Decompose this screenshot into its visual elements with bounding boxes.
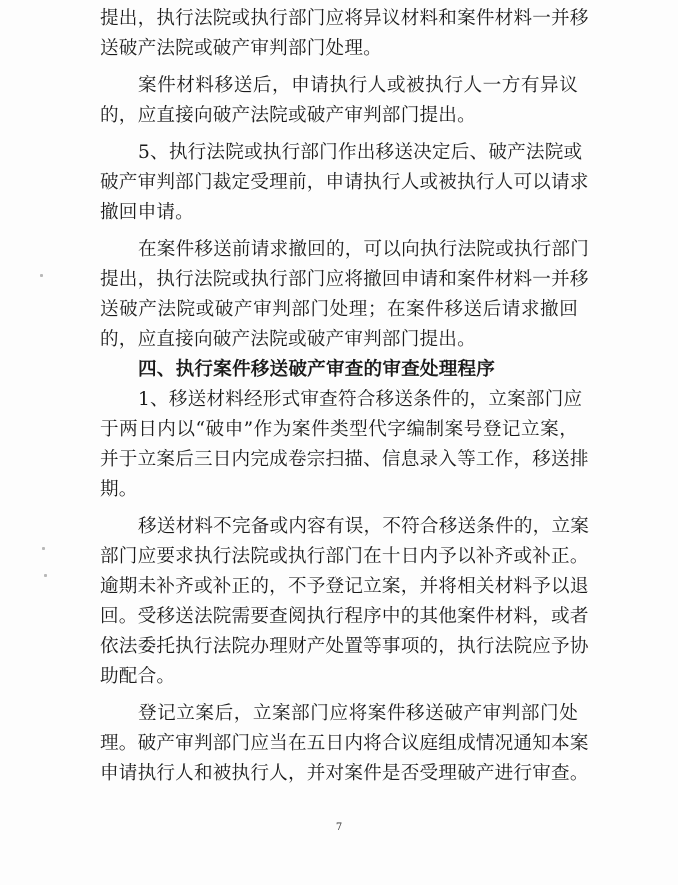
text-line: 案件材料移送后，申请执行人或被执行人一方有异议 [138,75,578,96]
text-line: 的，应直接向破产法院或破产审判部门提出。 [100,329,476,350]
text-line: 5、执行法院或执行部门作出移送决定后、破产法院或 [138,142,583,163]
text-line: 部门应要求执行法院或执行部门在十日内予以补齐或补正。 [100,546,589,567]
text-line: 送破产法院或破产审判部门处理；在案件移送后请求撤回 [100,299,578,320]
text-line: 助配合。 [100,666,176,687]
text-line: 登记立案后，立案部门应将案件移送破产审判部门处 [138,703,578,724]
text-line: 申请执行人和被执行人，并对案件是否受理破产进行审查。 [100,763,589,784]
text-line: 提出，执行法院或执行部门应将撤回申请和案件材料一并移 [100,269,589,290]
text-line: 于两日内以“破申”作为案件类型代字编制案号登记立案， [100,419,578,440]
text-line: 移送材料不完备或内容有误，不符合移送条件的，立案 [138,516,590,537]
section-heading: 四、执行案件移送破产审查的审查处理程序 [138,359,496,380]
text-line: 理。破产审判部门应当在五日内将合议庭组成情况通知本案 [100,733,589,754]
text-line: 送破产法院或破产审判部门处理。 [100,38,382,59]
text-line: 在案件移送前请求撤回的，可以向执行法院或执行部门 [138,239,590,260]
text-line: 逾期未补齐或补正的，不予登记立案，并将相关材料予以退 [100,576,589,597]
page-number: 7 [335,822,343,833]
text-line: 的，应直接向破产法院或破产审判部门提出。 [100,105,476,126]
text-line: 破产审判部门裁定受理前，申请执行人或被执行人可以请求 [100,172,589,193]
text-line: 并于立案后三日内完成卷宗扫描、信息录入等工作，移送排 [100,449,589,470]
scan-speck [40,274,43,277]
text-line: 撤回申请。 [100,202,194,223]
document-body [100,4,590,789]
text-line: 1、移送材料经形式审查符合移送条件的，立案部门应 [138,389,583,410]
scan-speck [42,547,45,550]
text-line: 提出，执行法院或执行部门应将异议材料和案件材料一并移 [100,8,589,29]
scan-speck [44,574,47,577]
text-line: 回。受移送法院需要查阅执行程序中的其他案件材料，或者 [100,606,589,627]
text-line: 依法委托执行法院办理财产处置等事项的，执行法院应予协 [100,636,589,657]
text-line: 期。 [100,479,138,500]
